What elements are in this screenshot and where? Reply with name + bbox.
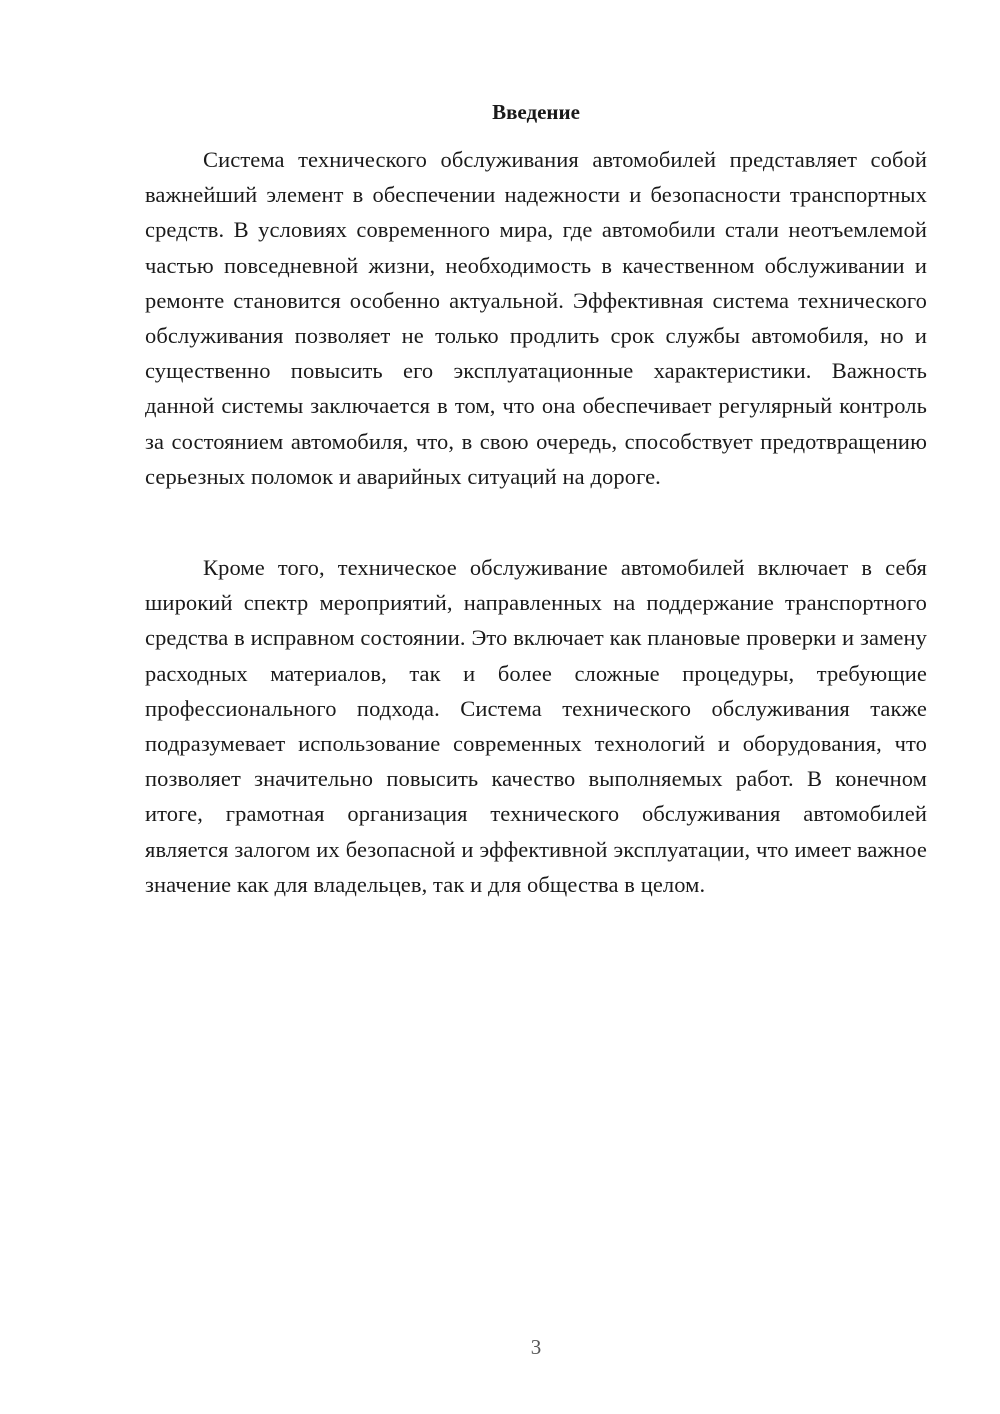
page-number: 3: [530, 1335, 542, 1359]
paragraph-1: Система технического обслуживания автомобилей представляет собой важнейший элемент в обеспечении надежности и безопасности транспортных средств. В условиях современного мира, где автомобили стали неотъемлемой частью повседневной жизни, необходимость в качественном обслуживании и ремонте становится особенно актуальной. Эффективная система технического обслуживания позволяет не только продлить срок службы автомобиля, но и существенно повысить его эксплуатационные характеристики. Важность данной системы заключается в том, что она обеспечивает регулярный контроль за состоянием автомобиля, что, в свою очередь, способствует предотвращению серьезных поломок и аварийных ситуаций на дороге.: [145, 147, 927, 489]
page-title: Введение: [492, 100, 580, 124]
paragraph-2: Кроме того, техническое обслуживание автомобилей включает в себя широкий спектр мероприятий, направленных на поддержание транспортного средства в исправном состоянии. Это включает как плановые проверки и замену расходных материалов, так и более сложные процедуры, требующие профессионального подхода. Система технического обслуживания также подразумевает использование современных технологий и оборудования, что позволяет значительно повысить качество выполняемых работ. В конечном итоге, грамотная организация технического обслуживания автомобилей является залогом их безопасной и эффективной эксплуатации, что имеет важное значение как для владельцев, так и для общества в целом.: [145, 555, 927, 897]
